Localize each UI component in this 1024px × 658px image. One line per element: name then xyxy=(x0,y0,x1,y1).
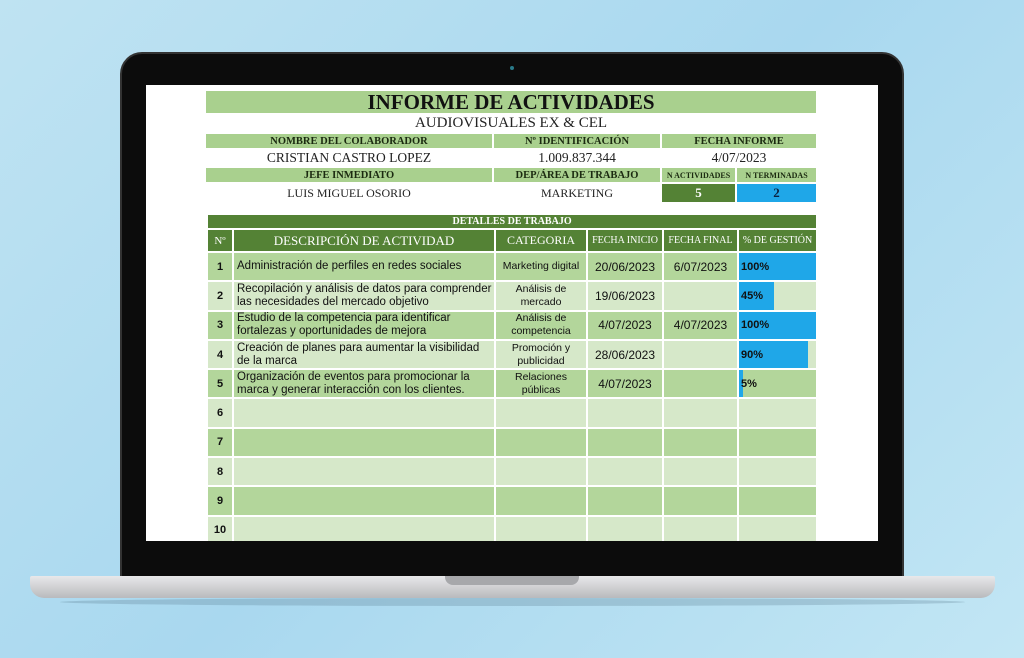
row-start-date[interactable] xyxy=(587,398,663,427)
laptop-shadow xyxy=(60,598,965,606)
row-start-date[interactable]: 4/07/2023 xyxy=(587,369,663,398)
spreadsheet-screen xyxy=(146,85,878,541)
row-start-date[interactable] xyxy=(587,428,663,457)
row-category[interactable] xyxy=(495,457,587,486)
row-progress[interactable] xyxy=(738,340,817,369)
row-start-date[interactable]: 20/06/2023 xyxy=(587,252,663,281)
row-number[interactable]: 6 xyxy=(207,398,233,427)
row-description[interactable]: Organización de eventos para promocionar la marca y generar interacción con los clientes. xyxy=(233,369,495,398)
row-progress[interactable] xyxy=(738,398,817,427)
row-number[interactable]: 9 xyxy=(207,486,233,515)
col-n: Nº xyxy=(207,229,233,252)
table-row xyxy=(207,516,817,541)
row-description[interactable] xyxy=(233,398,495,427)
row-end-date[interactable] xyxy=(663,281,738,310)
details-title: DETALLES DE TRABAJO xyxy=(207,214,817,229)
row-description[interactable]: Estudio de la competencia para identificar fortalezas y oportunidades de mejora xyxy=(233,311,495,340)
row-description[interactable] xyxy=(233,428,495,457)
table-row xyxy=(207,340,817,369)
row-start-date[interactable]: 28/06/2023 xyxy=(587,340,663,369)
collaborator-label: NOMBRE DEL COLABORADOR xyxy=(206,134,492,148)
report-date-label: FECHA INFORME xyxy=(662,134,816,148)
col-start-date: FECHA INICIO xyxy=(587,229,663,252)
progress-label xyxy=(739,466,741,478)
table-row xyxy=(207,486,817,515)
table-row xyxy=(207,457,817,486)
table-row xyxy=(207,311,817,340)
id-value[interactable]: 1.009.837.344 xyxy=(538,150,616,165)
row-category[interactable]: Marketing digital xyxy=(495,252,587,281)
row-category[interactable] xyxy=(495,428,587,457)
row-end-date[interactable] xyxy=(663,457,738,486)
row-number[interactable]: 10 xyxy=(207,516,233,541)
col-category: CATEGORIA xyxy=(495,229,587,252)
row-number[interactable]: 8 xyxy=(207,457,233,486)
row-description[interactable] xyxy=(233,457,495,486)
row-category[interactable]: Análisis de mercado xyxy=(495,281,587,310)
row-category[interactable] xyxy=(495,486,587,515)
col-description: DESCRIPCIÓN DE ACTIVIDAD xyxy=(233,229,495,252)
progress-label xyxy=(739,407,741,419)
row-end-date[interactable] xyxy=(663,398,738,427)
row-description[interactable] xyxy=(233,486,495,515)
dept-value[interactable]: MARKETING xyxy=(541,185,613,200)
col-end-date: FECHA FINAL xyxy=(663,229,738,252)
table-row xyxy=(207,281,817,310)
collaborator-value[interactable]: CRISTIAN CASTRO LOPEZ xyxy=(266,150,432,165)
row-progress[interactable] xyxy=(738,281,817,310)
progress-label: 45% xyxy=(741,289,764,302)
row-number[interactable]: 3 xyxy=(207,311,233,340)
table-row xyxy=(207,252,817,281)
progress-label xyxy=(739,436,741,448)
progress-label: 100% xyxy=(741,260,770,273)
row-progress[interactable] xyxy=(738,428,817,457)
row-progress[interactable] xyxy=(738,486,817,515)
id-label: Nº IDENTIFICACIÓN xyxy=(494,134,660,148)
progress-label: 90% xyxy=(741,348,764,361)
row-number[interactable]: 1 xyxy=(207,252,233,281)
laptop-notch xyxy=(445,576,579,585)
n-activities-value: 5 xyxy=(662,184,735,202)
row-description[interactable]: Recopilación y análisis de datos para comprender las necesidades del mercado objetivo xyxy=(233,281,495,310)
row-start-date[interactable] xyxy=(587,516,663,541)
n-finished-label: N TERMINADAS xyxy=(737,168,816,182)
table-row xyxy=(207,369,817,398)
row-progress[interactable] xyxy=(738,516,817,541)
row-category[interactable]: Análisis de competencia xyxy=(495,311,587,340)
dept-label: DEP/ÁREA DE TRABAJO xyxy=(494,168,660,182)
row-number[interactable]: 4 xyxy=(207,340,233,369)
row-description[interactable]: Administración de perfiles en redes sociales xyxy=(233,252,495,281)
activities-table xyxy=(206,213,818,541)
n-finished-value: 2 xyxy=(737,184,816,202)
row-progress[interactable] xyxy=(738,369,817,398)
table-row xyxy=(207,398,817,427)
row-category[interactable]: Promoción y publicidad xyxy=(495,340,587,369)
progress-label: 100% xyxy=(741,319,770,332)
row-end-date[interactable]: 6/07/2023 xyxy=(663,252,738,281)
webcam-icon xyxy=(510,66,514,70)
progress-label: 5% xyxy=(741,377,757,390)
row-end-date[interactable]: 4/07/2023 xyxy=(663,311,738,340)
row-progress[interactable] xyxy=(738,252,817,281)
row-number[interactable]: 2 xyxy=(207,281,233,310)
row-number[interactable]: 5 xyxy=(207,369,233,398)
progress-label xyxy=(739,495,741,507)
row-start-date[interactable] xyxy=(587,486,663,515)
row-progress[interactable] xyxy=(738,457,817,486)
row-progress[interactable] xyxy=(738,311,817,340)
row-category[interactable] xyxy=(495,516,587,541)
row-end-date[interactable] xyxy=(663,340,738,369)
boss-value[interactable]: LUIS MIGUEL OSORIO xyxy=(287,185,411,200)
boss-label: JEFE INMEDIATO xyxy=(206,168,492,182)
row-description[interactable]: Creación de planes para aumentar la visibilidad de la marca xyxy=(233,340,495,369)
row-category[interactable] xyxy=(495,398,587,427)
n-activities-label: N ACTIVIDADES xyxy=(662,168,735,182)
row-description[interactable] xyxy=(233,516,495,541)
row-end-date[interactable] xyxy=(663,516,738,541)
row-start-date[interactable] xyxy=(587,457,663,486)
company-name: AUDIOVISUALES EX & CEL xyxy=(414,114,608,131)
report-date-value[interactable]: 4/07/2023 xyxy=(711,150,767,165)
row-end-date[interactable] xyxy=(663,428,738,457)
report-title: INFORME DE ACTIVIDADES xyxy=(206,91,816,113)
progress-label xyxy=(739,524,741,536)
row-end-date[interactable] xyxy=(663,486,738,515)
row-start-date[interactable]: 19/06/2023 xyxy=(587,281,663,310)
row-end-date[interactable] xyxy=(663,369,738,398)
row-number[interactable]: 7 xyxy=(207,428,233,457)
table-row xyxy=(207,428,817,457)
row-category[interactable]: Relaciones públicas xyxy=(495,369,587,398)
row-start-date[interactable]: 4/07/2023 xyxy=(587,311,663,340)
col-progress: % DE GESTIÓN xyxy=(738,229,817,252)
